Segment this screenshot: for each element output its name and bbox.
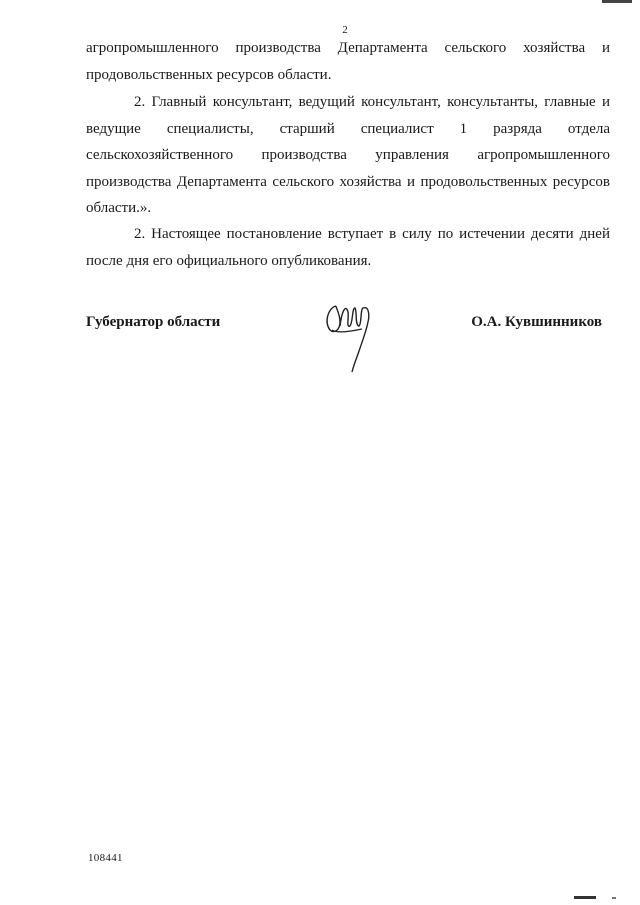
paragraph-continuation — [86, 35, 610, 88]
text-line: 2. Настоящее постановление вступает в силу по истечении десяти дней — [134, 226, 610, 242]
text-line: производства Департамента сельского хозяйства и продовольственных ресурсов — [86, 173, 610, 190]
page-number: 2 — [342, 24, 348, 36]
text-line: 2. Главный консультант, ведущий консультант, консультанты, главные и — [134, 94, 610, 110]
handwritten-signature — [322, 296, 382, 376]
text-line: после дня его официального опубликования. — [86, 252, 372, 269]
signatory-name: О.А. Кувшинников — [471, 314, 602, 330]
text-line: области.». — [86, 200, 152, 216]
signatory-title: Губернатор области — [86, 314, 221, 330]
paragraph-effective-date — [86, 221, 610, 274]
text-line: ведущие специалисты, старший специалист 1 разряда отдела — [86, 120, 610, 137]
scan-mark-bottom — [574, 896, 596, 899]
text-line: сельскохозяйственного производства управления агропромышленного — [86, 147, 610, 163]
text-line: агропромышленного производства Департамента сельского хозяйства и — [86, 40, 610, 56]
document-number: 108441 — [88, 852, 123, 864]
paragraph-item-2 — [86, 89, 610, 222]
scan-mark-dot — [612, 897, 616, 899]
scan-mark-top — [602, 0, 632, 3]
text-line: продовольственных ресурсов области. — [86, 66, 332, 83]
signature-block — [86, 310, 610, 380]
